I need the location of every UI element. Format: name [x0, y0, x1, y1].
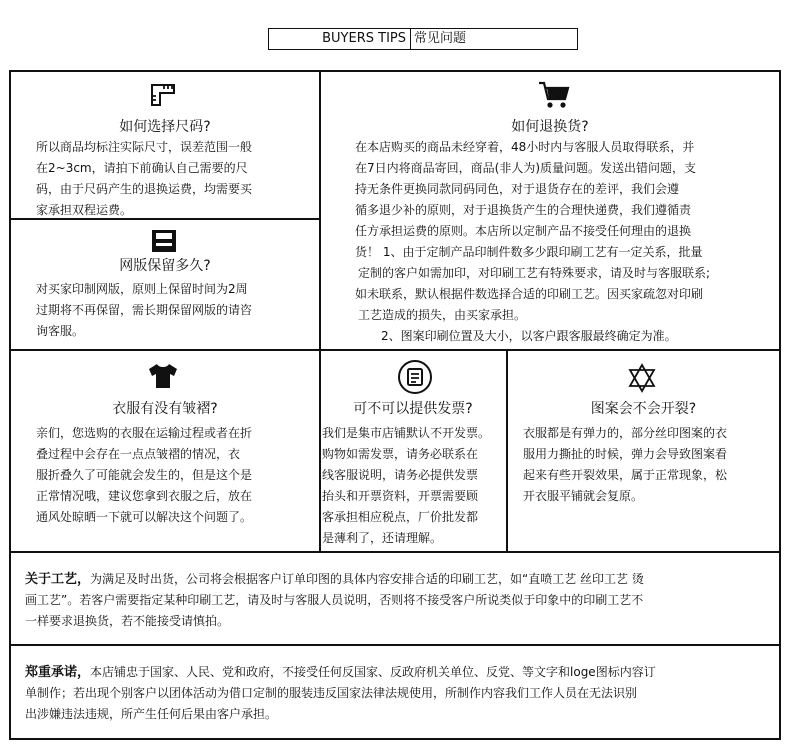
size-line: 在2~3cm，请拍下前确认自己需要的尺 — [36, 161, 248, 175]
crack-line: 服用力撕扯的时候，弹力会导致图案看 — [523, 447, 728, 461]
craft-section — [25, 569, 775, 632]
wrinkle-line: 叠过程中会存在一点点皱褶的情况，衣 — [36, 447, 241, 461]
wrinkle-line: 服折叠久了可能就会发生的，但是这个是 — [36, 468, 253, 482]
invoice-line: 客承担相应税点，厂价批发都 — [322, 510, 479, 524]
return-title: 如何退换货? — [511, 119, 589, 135]
invoice-line: 是薄利了，还请理解。 — [322, 531, 443, 545]
divider-vertical-mid-1 — [319, 349, 321, 552]
return-line: 工艺造成的损失，由买家承担。 — [358, 308, 527, 322]
return-line: 在7日内将商品寄回，商品(非人为)质量问题。发送出错问题，支 — [355, 161, 697, 175]
crack-line: 起来有些开裂效果，属于正常现象，松 — [523, 468, 728, 482]
return-line: 任方承担运费的原则。本店所以定制产品不接受任何理由的退换 — [355, 224, 692, 238]
ruler-icon — [148, 82, 178, 108]
divider-row-3 — [11, 644, 779, 646]
header-title-en: BUYERS TIPS — [269, 29, 411, 49]
divider-vertical-top — [319, 72, 321, 350]
return-line: 持无条件更换同款同码同色，对于退货存在的差评，我们会遵 — [355, 182, 680, 196]
promise-line: 出涉嫌违法违规，所产生任何后果由客户承担。 — [25, 707, 278, 721]
promise-line — [25, 662, 775, 683]
invoice-title: 可不可以提供发票? — [353, 401, 473, 417]
plate-line: 过期将不再保留，需长期保留网版的请咨 — [36, 303, 253, 317]
return-line: 循多退少补的原则，对于退换货产生的合理快递费，我们遵循责 — [355, 203, 692, 217]
invoice-line: 线客服说明，请务必提供发票 — [322, 468, 479, 482]
return-line: 在本店购买的商品未经穿着，48小时内与客服人员取得联系，并 — [355, 140, 695, 154]
plate-line: 询客服。 — [36, 324, 85, 338]
size-title: 如何选择尺码? — [119, 119, 211, 135]
return-line: 如未联系，默认根据件数选择合适的印刷工艺。因买家疏忽对印刷 — [355, 287, 704, 301]
return-line: 2、图案印刷位置及大小，以客户跟客服最终确定为准。 — [381, 329, 677, 343]
receipt-icon — [397, 359, 433, 395]
header-title-zh: 常见问题 — [414, 31, 467, 46]
invoice-body — [322, 423, 506, 549]
crack-line: 开衣服平铺就会复原。 — [523, 489, 644, 503]
divider-vertical-mid-2 — [506, 349, 508, 552]
return-line: 定制的客户如需加印，对印刷工艺有特殊要求，请及时与客服联系; — [358, 266, 711, 280]
invoice-line: 我们是集市店铺默认不开发票。 — [322, 426, 491, 440]
size-line: 码，由于尺码产生的退换运费，均需要买 — [36, 182, 253, 196]
cart-icon — [537, 80, 571, 110]
craft-text: 为满足及时出货，公司将会根据客户订单印图的具体内容安排合适的印刷工艺，如“直喷工艺 丝印工艺 烫 — [90, 572, 644, 586]
promise-line: 单制作；若出现个别客户以团体活动为借口定制的服装违反国家法律法规使用，所制作内容我们工作人员在无法识别 — [25, 686, 638, 700]
plate-body — [36, 279, 318, 342]
wrinkle-body — [36, 423, 318, 528]
wrinkle-line: 亲们，您选购的衣服在运输过程或者在折 — [36, 426, 253, 440]
tshirt-icon — [146, 361, 180, 391]
return-body — [355, 137, 779, 347]
craft-line: 一样要求退换货，若不能接受请慎拍。 — [25, 614, 230, 628]
crack-line: 衣服都是有弹力的，部分丝印图案的衣 — [523, 426, 728, 440]
craft-line: 画工艺”。若客户需要指定某种印刷工艺，请及时与客服人员说明，否则将不接受客户所说类似于印象中的印刷工艺不 — [25, 593, 644, 607]
return-line: 货！ 1、由于定制产品印制件数多少跟印刷工艺有一定关系，批量 — [355, 245, 703, 259]
size-line: 所以商品均标注实际尺寸，误差范围一般 — [36, 140, 253, 154]
wrinkle-line: 通风处晾晒一下就可以解决这个问题了。 — [36, 510, 253, 524]
invoice-line: 抬头和开票资料，开票需要顾 — [322, 489, 479, 503]
star-icon — [626, 362, 658, 394]
divider-row-1 — [11, 349, 779, 351]
wrinkle-title: 衣服有没有皱褶? — [112, 401, 218, 417]
crack-body — [523, 423, 779, 507]
promise-text: 本店铺忠于国家、人民、党和政府，不接受任何反国家、反政府机关单位、反党、等文字和loge图标内容订 — [90, 665, 656, 679]
craft-line — [25, 569, 775, 590]
buyers-tips-header — [268, 28, 578, 50]
plate-title: 网版保留多久? — [119, 258, 211, 274]
divider-row-2 — [11, 551, 779, 553]
craft-label: 关于工艺， — [25, 572, 91, 587]
size-body — [36, 137, 318, 221]
wrinkle-line: 正常情况哦，建议您拿到衣服之后，放在 — [36, 489, 253, 503]
promise-label: 郑重承诺， — [25, 665, 91, 680]
promise-section — [25, 662, 775, 725]
invoice-line: 购物如需发票，请务必联系在 — [322, 447, 479, 461]
crack-title: 图案会不会开裂? — [590, 401, 697, 417]
save-icon — [150, 228, 178, 254]
plate-line: 对买家印制网版，原则上保留时间为2周 — [36, 282, 248, 296]
size-line: 家承担双程运费。 — [36, 203, 133, 217]
